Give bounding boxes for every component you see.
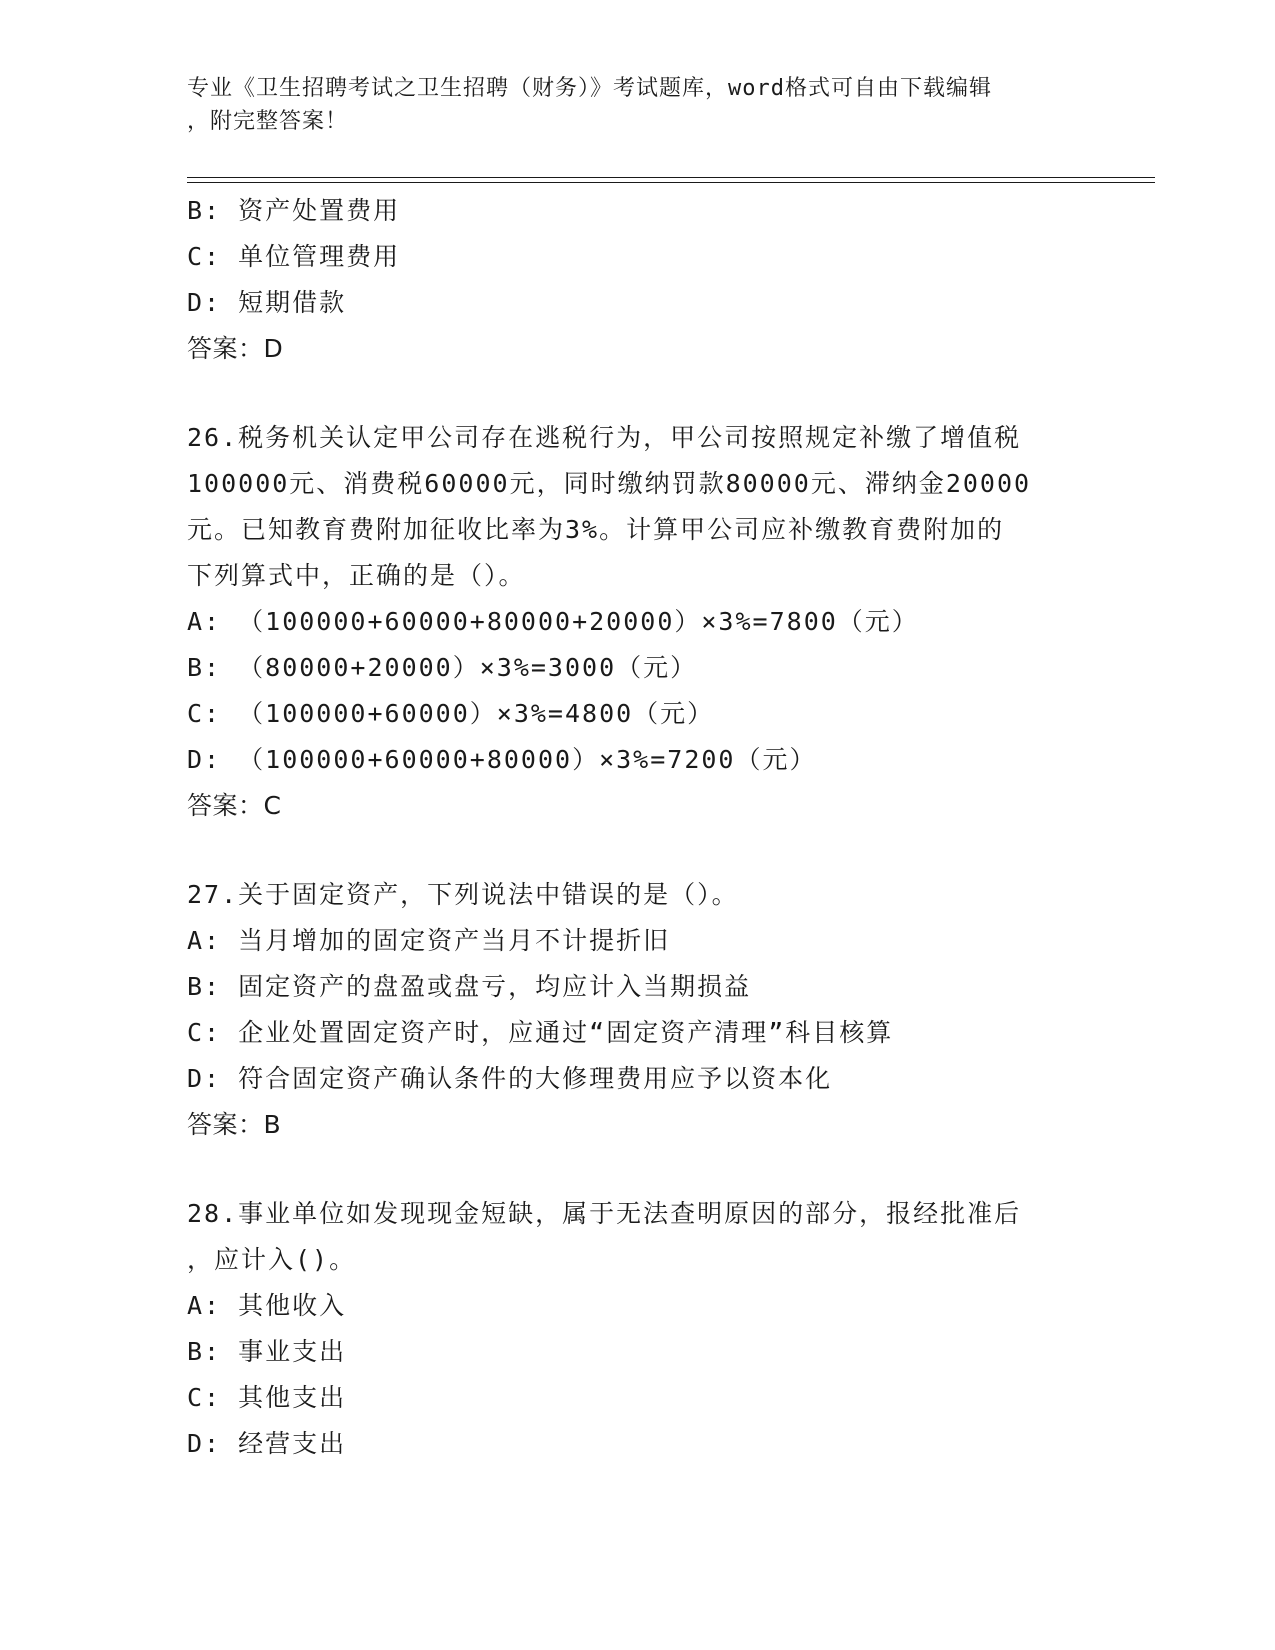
option-a: A: 当月增加的固定资产当月不计提折旧 — [187, 926, 671, 955]
question-stem-line: 28.事业单位如发现现金短缺，属于无法查明原因的部分，报经批准后 — [187, 1199, 1022, 1228]
option-b: B: （80000+20000）×3%=3000（元） — [187, 653, 698, 682]
option-b: B: 资产处置费用 — [187, 196, 401, 225]
question-stem-line: 100000元、消费税60000元，同时缴纳罚款80000元、滞纳金20000 — [187, 469, 1032, 498]
question-stem-line: 下列算式中，正确的是（）。 — [187, 561, 526, 590]
question-list — [187, 188, 1087, 1467]
option-d: D: 符合固定资产确认条件的大修理费用应予以资本化 — [187, 1064, 833, 1093]
document-header — [187, 72, 1067, 138]
answer-line: 答案：B — [187, 1110, 282, 1139]
question-25 — [187, 188, 1087, 372]
option-c: C: （100000+60000）×3%=4800（元） — [187, 699, 715, 728]
option-d: D: （100000+60000+80000）×3%=7200（元） — [187, 745, 817, 774]
question-28 — [187, 1191, 1087, 1467]
header-line-2: ，附完整答案！ — [187, 109, 349, 134]
question-27 — [187, 872, 1087, 1148]
header-divider-top — [187, 177, 1155, 178]
question-stem-line: 27.关于固定资产，下列说法中错误的是（）。 — [187, 880, 739, 909]
option-b: B: 固定资产的盘盈或盘亏，均应计入当期损益 — [187, 972, 752, 1001]
option-d: D: 短期借款 — [187, 288, 347, 317]
option-d: D: 经营支出 — [187, 1429, 347, 1458]
answer-line: 答案：D — [187, 334, 284, 363]
question-stem-line: ，应计入()。 — [187, 1245, 357, 1274]
question-stem-line: 26.税务机关认定甲公司存在逃税行为，甲公司按照规定补缴了增值税 — [187, 423, 1022, 452]
option-c: C: 企业处置固定资产时，应通过“固定资产清理”科目核算 — [187, 1018, 894, 1047]
option-b: B: 事业支出 — [187, 1337, 347, 1366]
spacer — [187, 829, 1087, 872]
question-stem-line: 元。已知教育费附加征收比率为3%。计算甲公司应补缴教育费附加的 — [187, 515, 1005, 544]
question-26 — [187, 415, 1087, 829]
option-c: C: 其他支出 — [187, 1383, 347, 1412]
option-c: C: 单位管理费用 — [187, 242, 401, 271]
spacer — [187, 372, 1087, 415]
header-line-1: 专业《卫生招聘考试之卫生招聘（财务）》考试题库，word格式可自由下载编辑 — [187, 76, 992, 101]
answer-line: 答案：C — [187, 791, 282, 820]
option-a: A: 其他收入 — [187, 1291, 347, 1320]
header-divider-bottom — [187, 182, 1155, 183]
option-a: A: （100000+60000+80000+20000）×3%=7800（元） — [187, 607, 919, 636]
spacer — [187, 1148, 1087, 1191]
